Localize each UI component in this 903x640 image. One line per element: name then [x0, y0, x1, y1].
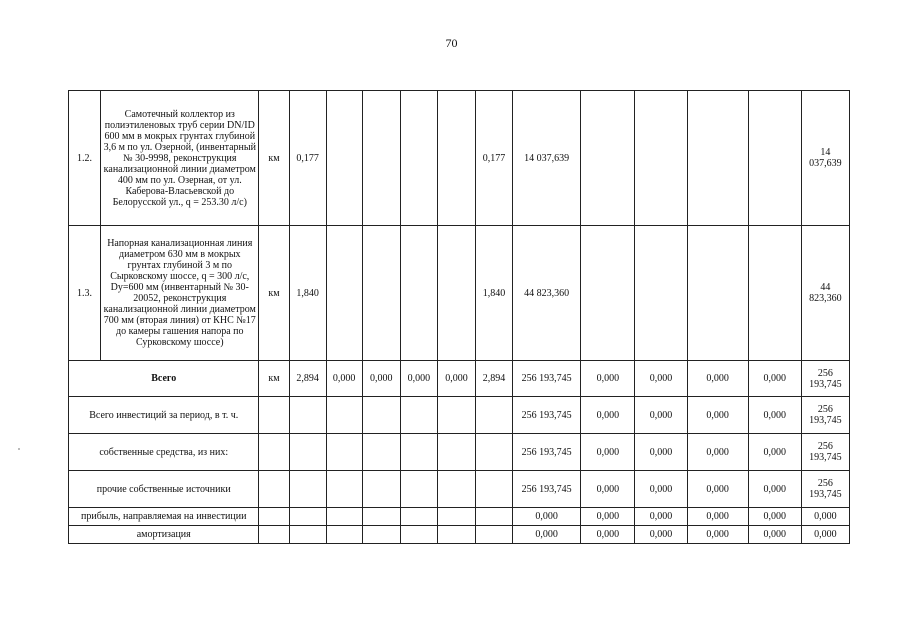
summary-year-1: 0,000: [581, 397, 635, 434]
summary-year-1: 0,000: [581, 508, 635, 526]
empty-cell: [400, 226, 437, 361]
empty-cell: [259, 471, 289, 508]
row-description: Самотечный коллектор из полиэтиленовых труб серии DN/ID 600 мм в мокрых грунтах глубиной 3,6 м по ул. Озерной, (инвентарный № 30-9998, реконструкция канализационной линии диаметром 400 мм по ул. Озерная, от ул. Каберова-Власьевской до Белорусской ул., q = 253.30 л/с): [101, 91, 259, 226]
table-row: [69, 91, 850, 226]
empty-cell: [581, 91, 635, 226]
summary-year-4: 0,000: [748, 508, 801, 526]
total-label: Всего: [69, 361, 259, 397]
summary-label: прочие собственные источники: [69, 471, 259, 508]
empty-cell: [326, 471, 362, 508]
empty-cell: [581, 226, 635, 361]
total-cell: 0,000: [362, 361, 400, 397]
summary-amount: 256 193,745: [513, 434, 581, 471]
empty-cell: [362, 508, 400, 526]
total-cell: 0,000: [400, 361, 437, 397]
summary-year-3: 0,000: [687, 434, 748, 471]
row-length-total: 1,840: [475, 226, 512, 361]
row-length: 0,177: [289, 91, 326, 226]
row-number: 1.2.: [69, 91, 101, 226]
page-number: 70: [445, 36, 458, 50]
total-year-2: 0,000: [635, 361, 687, 397]
empty-cell: [437, 434, 475, 471]
empty-cell: [475, 508, 512, 526]
total-cell: 0,000: [437, 361, 475, 397]
summary-year-4: 0,000: [748, 434, 801, 471]
empty-cell: [326, 434, 362, 471]
summary-row: [69, 471, 850, 508]
empty-cell: [289, 526, 326, 544]
empty-cell: [400, 526, 437, 544]
summary-label: собственные средства, из них:: [69, 434, 259, 471]
empty-cell: [475, 434, 512, 471]
summary-row: [69, 508, 850, 526]
row-amount: 44 823,360: [513, 226, 581, 361]
row-final-amount: 14 037,639: [801, 91, 849, 226]
table-row: [69, 226, 850, 361]
row-amount: 14 037,639: [513, 91, 581, 226]
summary-label: прибыль, направляемая на инвестиции: [69, 508, 259, 526]
empty-cell: [475, 397, 512, 434]
empty-cell: [326, 508, 362, 526]
empty-cell: [475, 526, 512, 544]
summary-amount: 0,000: [513, 526, 581, 544]
summary-year-2: 0,000: [635, 397, 687, 434]
empty-cell: [437, 226, 475, 361]
empty-cell: [362, 397, 400, 434]
summary-year-4: 0,000: [748, 471, 801, 508]
empty-cell: [437, 508, 475, 526]
empty-cell: [400, 508, 437, 526]
empty-cell: [362, 91, 400, 226]
empty-cell: [400, 397, 437, 434]
summary-year-3: 0,000: [687, 471, 748, 508]
empty-cell: [400, 434, 437, 471]
row-unit: км: [259, 91, 289, 226]
total-final-amount: 256 193,745: [801, 361, 849, 397]
empty-cell: [259, 434, 289, 471]
summary-label: амортизация: [69, 526, 259, 544]
summary-amount: 0,000: [513, 508, 581, 526]
summary-label: Всего инвестиций за период, в т. ч.: [69, 397, 259, 434]
summary-year-4: 0,000: [748, 526, 801, 544]
summary-final-amount: 0,000: [801, 526, 849, 544]
empty-cell: [362, 526, 400, 544]
summary-year-1: 0,000: [581, 526, 635, 544]
empty-cell: [289, 397, 326, 434]
summary-amount: 256 193,745: [513, 397, 581, 434]
empty-cell: [259, 508, 289, 526]
summary-final-amount: 256 193,745: [801, 471, 849, 508]
summary-year-3: 0,000: [687, 397, 748, 434]
empty-cell: [475, 471, 512, 508]
empty-cell: [437, 526, 475, 544]
empty-cell: [687, 226, 748, 361]
total-year-4: 0,000: [748, 361, 801, 397]
total-cell: 2,894: [289, 361, 326, 397]
summary-year-4: 0,000: [748, 397, 801, 434]
empty-cell: [437, 397, 475, 434]
summary-row: [69, 526, 850, 544]
summary-final-amount: 256 193,745: [801, 397, 849, 434]
total-year-3: 0,000: [687, 361, 748, 397]
summary-amount: 256 193,745: [513, 471, 581, 508]
summary-year-1: 0,000: [581, 434, 635, 471]
empty-cell: [326, 526, 362, 544]
empty-cell: [748, 91, 801, 226]
summary-row: [69, 434, 850, 471]
empty-cell: [289, 508, 326, 526]
summary-year-2: 0,000: [635, 471, 687, 508]
empty-cell: [259, 526, 289, 544]
empty-cell: [362, 471, 400, 508]
empty-cell: [748, 226, 801, 361]
summary-final-amount: 256 193,745: [801, 434, 849, 471]
empty-cell: [326, 91, 362, 226]
scan-speck: [18, 448, 20, 450]
investment-table: [68, 90, 850, 544]
empty-cell: [326, 226, 362, 361]
total-amount: 256 193,745: [513, 361, 581, 397]
empty-cell: [437, 91, 475, 226]
summary-final-amount: 0,000: [801, 508, 849, 526]
empty-cell: [635, 226, 687, 361]
total-cell: 0,000: [326, 361, 362, 397]
total-cell: 2,894: [475, 361, 512, 397]
total-row: [69, 361, 850, 397]
empty-cell: [289, 434, 326, 471]
row-description: Напорная канализационная линия диаметром 630 мм в мокрых грунтах глубиной 3 м по Сырковскому шоссе, q = 300 л/с, Dу=600 мм (инвентарный № 30-20052, реконструкция канализационной линии диаметром 700 мм (вторая линия) от КНС №17 до камеры гашения напора по Сурковскому шоссе): [101, 226, 259, 361]
summary-year-2: 0,000: [635, 526, 687, 544]
empty-cell: [437, 471, 475, 508]
total-year-1: 0,000: [581, 361, 635, 397]
empty-cell: [259, 397, 289, 434]
row-final-amount: 44 823,360: [801, 226, 849, 361]
empty-cell: [362, 226, 400, 361]
summary-row: [69, 397, 850, 434]
empty-cell: [400, 471, 437, 508]
summary-year-2: 0,000: [635, 434, 687, 471]
total-unit: км: [259, 361, 289, 397]
row-unit: км: [259, 226, 289, 361]
empty-cell: [687, 91, 748, 226]
summary-year-3: 0,000: [687, 526, 748, 544]
empty-cell: [635, 91, 687, 226]
summary-year-2: 0,000: [635, 508, 687, 526]
summary-year-1: 0,000: [581, 471, 635, 508]
empty-cell: [400, 91, 437, 226]
empty-cell: [289, 471, 326, 508]
empty-cell: [326, 397, 362, 434]
summary-year-3: 0,000: [687, 508, 748, 526]
row-length: 1,840: [289, 226, 326, 361]
row-number: 1.3.: [69, 226, 101, 361]
empty-cell: [362, 434, 400, 471]
row-length-total: 0,177: [475, 91, 512, 226]
